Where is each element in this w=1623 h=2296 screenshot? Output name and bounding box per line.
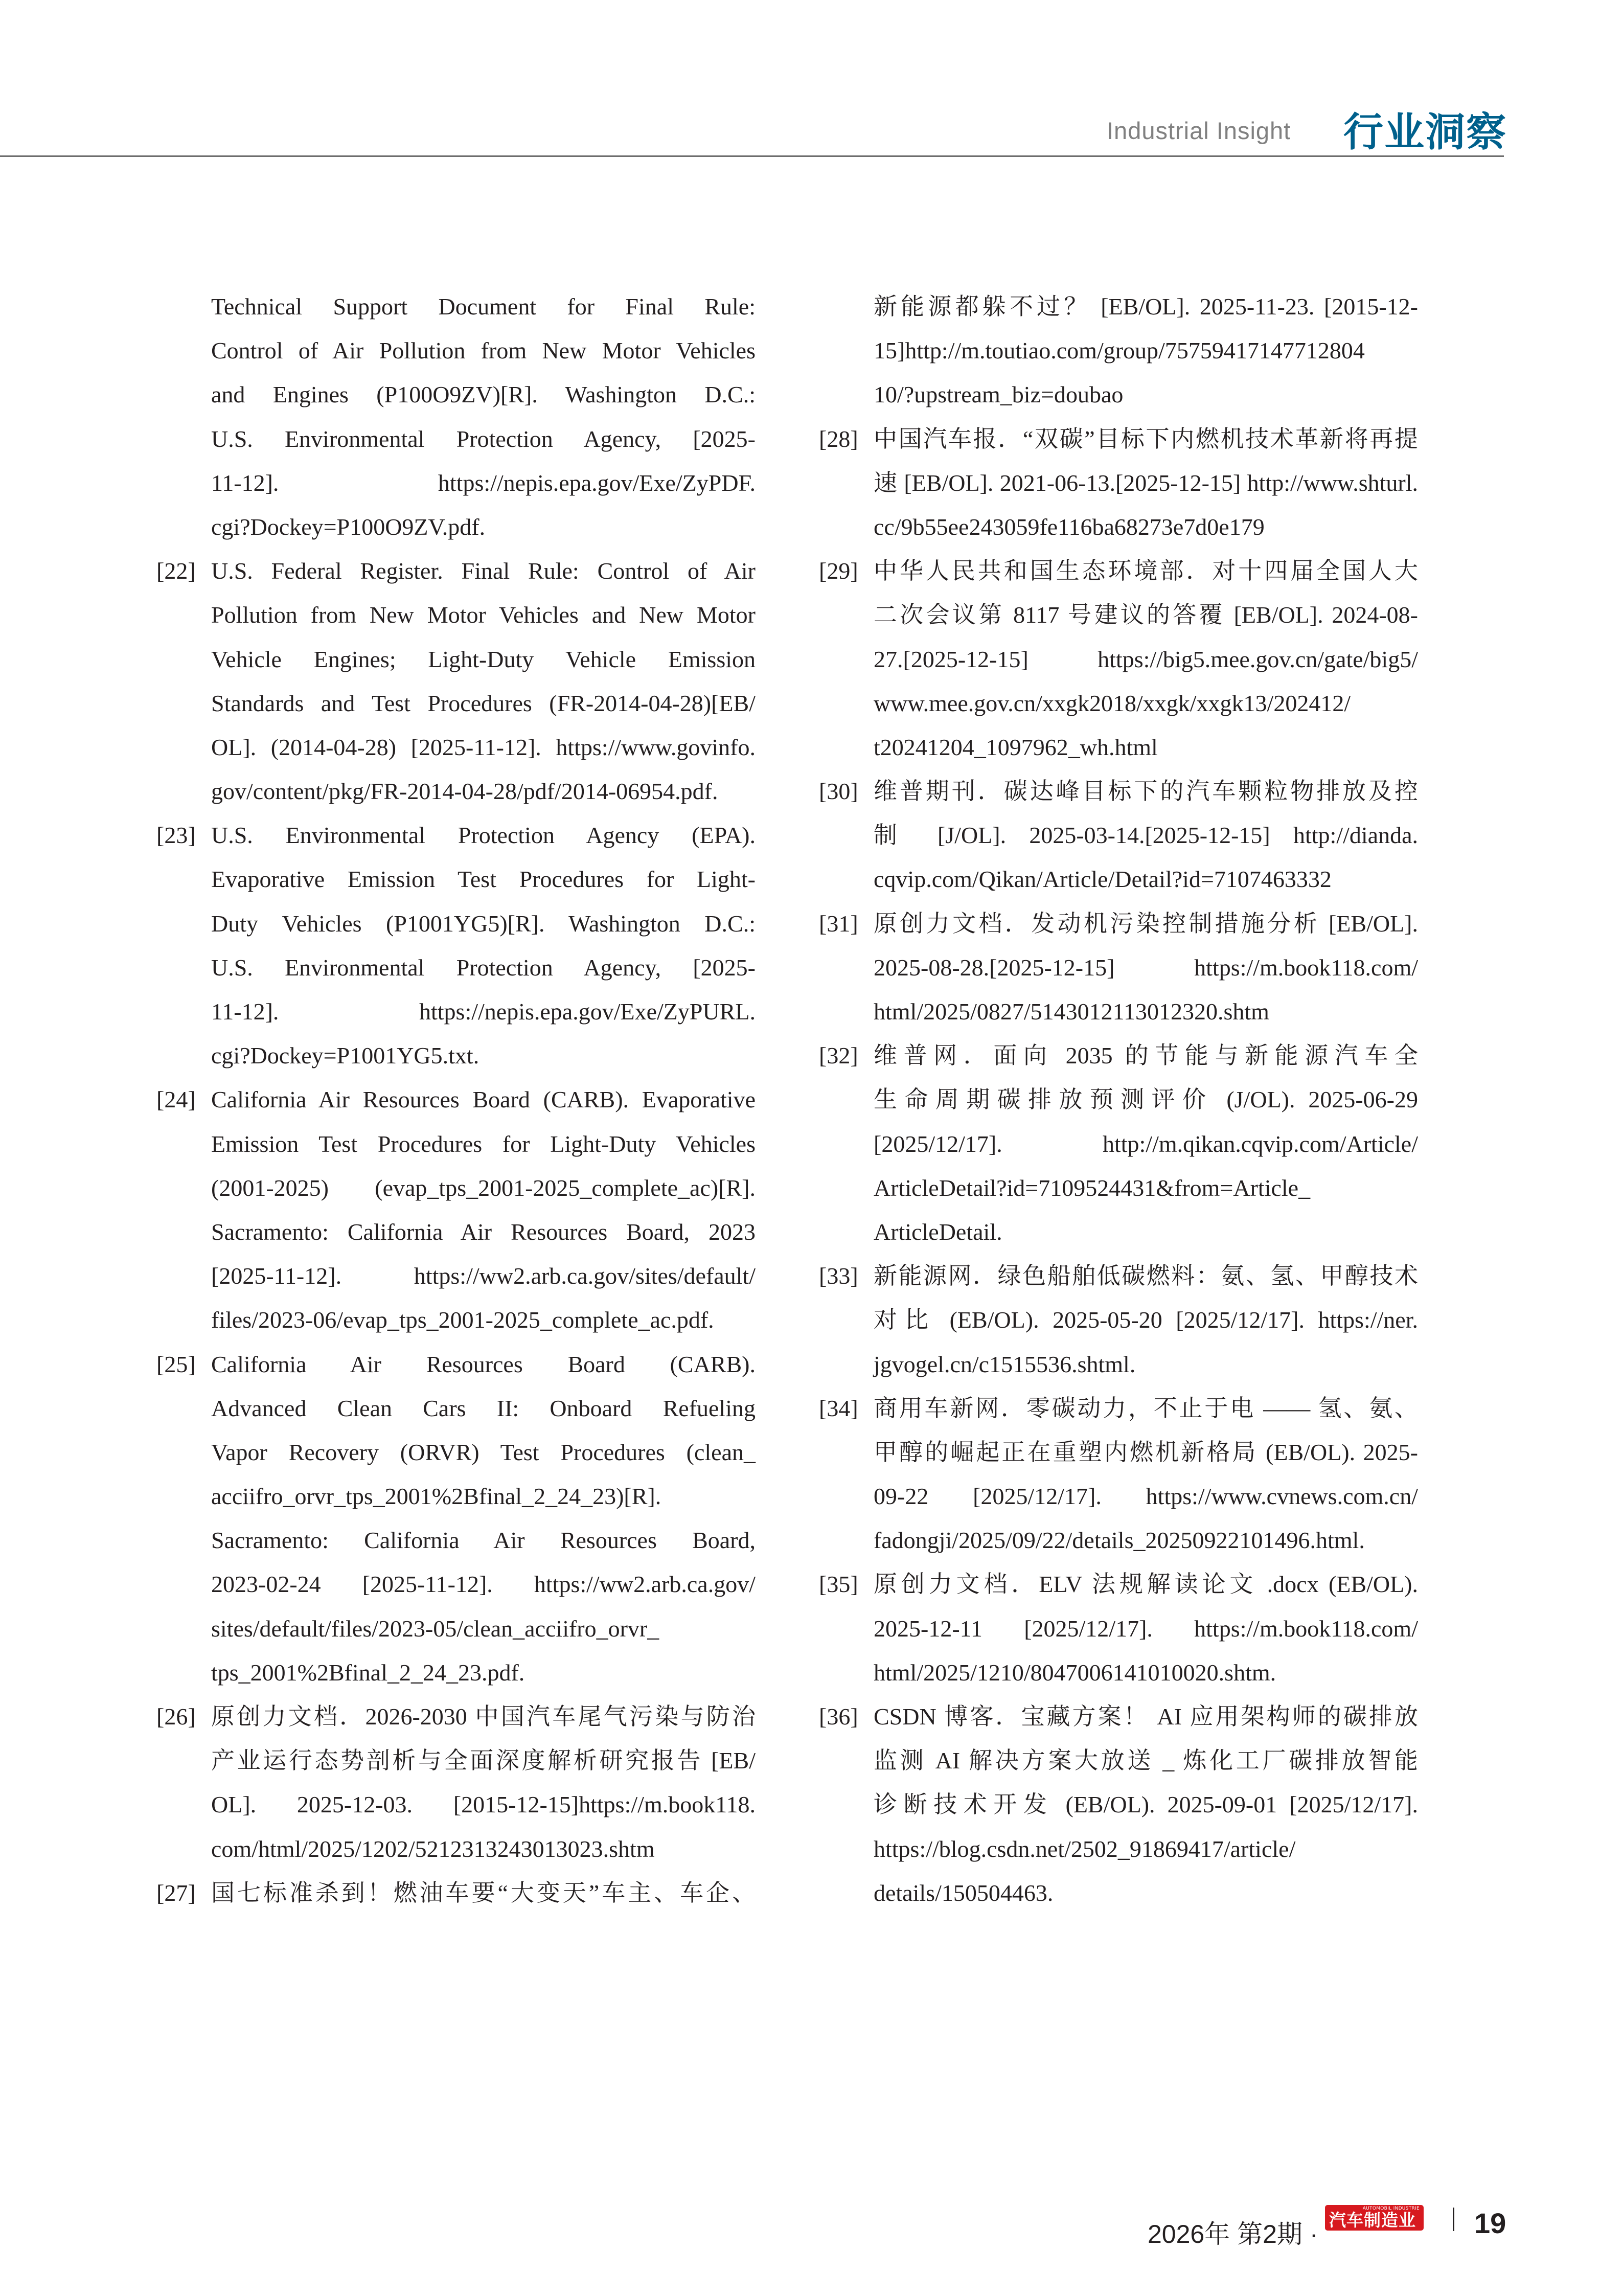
reference-line: 监测 AI 解决方案大放送 _ 炼化工厂碳排放智能 [874,1747,1418,1774]
reference-line: (2001-2025) (evap_tps_2001-2025_complete_ac)[R]. [211,1174,756,1201]
reference-entry [819,1695,1418,1915]
reference-number: [25] [156,1351,196,1377]
reference-line: Duty Vehicles (P1001YG5)[R]. Washington D.C.: [211,910,756,937]
reference-line: 2025-12-11 [2025/12/17]. https://m.book118.com/ [874,1615,1418,1642]
reference-number: [22] [156,558,196,584]
footer-divider [1453,2208,1454,2231]
reference-entry [819,1034,1418,1254]
reference-number: [29] [819,558,858,584]
references-left-column [156,285,756,1915]
reference-line: Evaporative Emission Test Procedures for Light- [211,866,756,893]
reference-line: cgi?Dockey=P1001YG5.txt. [211,1042,479,1069]
reference-line: U.S. Federal Register. Final Rule: Control of Air [211,558,756,584]
reference-line: 原创力文档．2026-2030 中国汽车尾气污染与防治 [211,1703,756,1730]
reference-entry [819,1562,1418,1695]
reference-line: 2023-02-24 [2025-11-12]. https://ww2.arb.ca.gov/ [211,1571,756,1598]
reference-entry [156,1343,756,1695]
reference-line: Advanced Clean Cars II: Onboard Refueling [211,1395,756,1421]
reference-line: acciifro_orvr_tps_2001%2Bfinal_2_24_23)[R]. [211,1483,661,1510]
reference-line: [2025/12/17]. http://m.qikan.cqvip.com/Article/ [874,1130,1418,1157]
reference-line: ArticleDetail. [874,1218,1002,1245]
reference-line: www.mee.gov.cn/xxgk2018/xxgk/xxgk13/202412/ [874,690,1351,716]
reference-line: [2025-11-12]. https://ww2.arb.ca.gov/sites/default/ [211,1263,756,1289]
reference-line: https://blog.csdn.net/2502_91869417/article/ [874,1835,1296,1862]
reference-line: U.S. Environmental Protection Agency, [2025- [211,954,756,981]
reference-entry [819,417,1418,550]
reference-line: OL]. (2014-04-28) [2025-11-12]. https://www.govinfo. [211,734,756,760]
reference-line: jgvogel.cn/c1515536.shtml. [874,1351,1136,1377]
reference-line: details/150504463. [874,1879,1054,1906]
reference-line: 中国汽车报．“双碳”目标下内燃机技术革新将再提 [874,425,1418,452]
reference-number: [34] [819,1395,858,1421]
reference-line: 维普期刊．碳达峰目标下的汽车颗粒物排放及控 [874,778,1418,805]
reference-line: fadongji/2025/09/22/details_20250922101496.html. [874,1527,1365,1554]
reference-line: Vapor Recovery (ORVR) Test Procedures (clean_ [211,1439,756,1465]
header-divider [0,155,1504,157]
reference-line: 中华人民共和国生态环境部．对十四届全国人大 [874,558,1418,584]
reference-number: [31] [819,910,858,937]
reference-entry [819,549,1418,769]
reference-line: Pollution from New Motor Vehicles and New Motor [211,602,756,628]
reference-line: Emission Test Procedures for Light-Duty Vehicles [211,1130,756,1157]
reference-line: 二次会议第 8117 号建议的答覆 [EB/OL]. 2024-08- [874,602,1418,628]
reference-line: Technical Support Document for Final Rule: [211,293,756,320]
reference-line: html/2025/0827/5143012113012320.shtm [874,998,1269,1025]
reference-line: com/html/2025/1202/5212313243013023.shtm [211,1835,655,1862]
reference-line: html/2025/1210/8047006141010020.shtm. [874,1659,1276,1686]
reference-line: 15]http://m.toutiao.com/group/75759417147712804 [874,337,1365,364]
reference-entry [819,285,1418,417]
reference-line: 2025-08-28.[2025-12-15] https://m.book118.com/ [874,954,1418,981]
reference-entry [156,813,756,1078]
reference-line: and Engines (P100O9ZV)[R]. Washington D.C.: [211,381,756,408]
references-right-column [819,285,1418,1915]
reference-number: [28] [819,425,858,452]
reference-line: Sacramento: California Air Resources Board, [211,1527,756,1554]
reference-number: [33] [819,1263,858,1289]
section-title-chinese: 行业洞察 [1343,109,1507,155]
reference-line: U.S. Environmental Protection Agency (EPA). [211,822,756,849]
reference-entry [819,1254,1418,1386]
reference-number: [26] [156,1703,196,1730]
reference-line: 维普网．面向 2035 的节能与新能源汽车全 [874,1042,1418,1069]
reference-entry [156,285,756,549]
reference-number: [35] [819,1571,858,1598]
reference-line: 原创力文档．发动机污染控制措施分析 [EB/OL]. [874,910,1418,937]
reference-entry [156,1871,756,1915]
reference-line: Standards and Test Procedures (FR-2014-04-28)[EB/ [211,690,756,716]
reference-number: [27] [156,1879,196,1906]
magazine-logo [1325,2205,1424,2231]
reference-number: [24] [156,1086,196,1113]
reference-number: [32] [819,1042,858,1069]
reference-line: 制 [J/OL]. 2025-03-14.[2025-12-15] http://dianda. [874,822,1418,849]
reference-line: 10/?upstream_biz=doubao [874,381,1124,408]
page-number: 19 [1474,2207,1506,2239]
reference-line: 原创力文档．ELV 法规解读论文 .docx (EB/OL). [874,1571,1418,1598]
reference-line: Control of Air Pollution from New Motor Vehicles [211,337,756,364]
reference-line: Vehicle Engines; Light-Duty Vehicle Emission [211,646,756,672]
reference-line: 11-12]. https://nepis.epa.gov/Exe/ZyPDF. [211,469,756,496]
reference-line: 11-12]. https://nepis.epa.gov/Exe/ZyPURL. [211,998,756,1025]
reference-line: 27.[2025-12-15] https://big5.mee.gov.cn/gate/big5/ [874,646,1418,672]
logo-subtitle: AUTOMOBIL INDUSTRIE [1362,2206,1420,2211]
reference-number: [30] [819,778,858,805]
reference-entry [819,1386,1418,1563]
reference-line: cgi?Dockey=P100O9ZV.pdf. [211,513,486,540]
reference-line: 诊断技术开发 (EB/OL). 2025-09-01 [2025/12/17]. [874,1791,1418,1818]
reference-line: gov/content/pkg/FR-2014-04-28/pdf/2014-06954.pdf. [211,778,718,805]
reference-number: [36] [819,1703,858,1730]
logo-title: 汽车制造业 [1329,2210,1416,2230]
reference-entry [819,769,1418,902]
reference-line: California Air Resources Board (CARB). [211,1351,756,1377]
reference-entry [156,549,756,813]
reference-line: U.S. Environmental Protection Agency, [2025- [211,425,756,452]
reference-line: 对比 (EB/OL). 2025-05-20 [2025/12/17]. https://ner. [874,1307,1418,1333]
reference-line: sites/default/files/2023-05/clean_acciifro_orvr_ [211,1615,659,1642]
issue-label: 2026年 第2期 · [1148,2220,1318,2248]
reference-number: [23] [156,822,196,849]
reference-line: cc/9b55ee243059fe116ba68273e7d0e179 [874,513,1265,540]
reference-line: 新能源网．绿色船舶低碳燃料：氨、氢、甲醇技术 [874,1263,1418,1289]
reference-line: t20241204_1097962_wh.html [874,734,1158,760]
section-title-english: Industrial Insight [1107,117,1291,144]
reference-line: 速 [EB/OL]. 2021-06-13.[2025-12-15] http://www.shturl. [874,469,1418,496]
reference-line: files/2023-06/evap_tps_2001-2025_complete_ac.pdf. [211,1307,714,1333]
reference-entry [819,902,1418,1034]
reference-line: 国七标准杀到！燃油车要“大变天”车主、车企、 [211,1879,756,1906]
reference-line: Sacramento: California Air Resources Board, 2023 [211,1218,756,1245]
reference-line: CSDN 博客．宝藏方案！ AI 应用架构师的碳排放 [874,1703,1418,1730]
reference-line: OL]. 2025-12-03. [2015-12-15]https://m.book118. [211,1791,756,1818]
reference-line: cqvip.com/Qikan/Article/Detail?id=7107463332 [874,866,1332,893]
reference-line: 09-22 [2025/12/17]. https://www.cvnews.com.cn/ [874,1483,1418,1510]
reference-entry [156,1078,756,1342]
reference-line: 甲醇的崛起正在重塑内燃机新格局 (EB/OL). 2025- [874,1439,1418,1465]
reference-line: 新能源都躲不过？ [EB/OL]. 2025-11-23. [2015-12- [874,293,1418,320]
reference-line: 生命周期碳排放预测评价 (J/OL). 2025-06-29 [874,1086,1418,1113]
reference-line: California Air Resources Board (CARB). Evaporative [211,1086,756,1113]
reference-line: ArticleDetail?id=7109524431&from=Article_ [874,1174,1311,1201]
reference-line: 商用车新网．零碳动力，不止于电 —— 氢、氨、 [874,1395,1418,1421]
reference-entry [156,1695,756,1871]
reference-line: 产业运行态势剖析与全面深度解析研究报告 [EB/ [211,1747,756,1774]
reference-line: tps_2001%2Bfinal_2_24_23.pdf. [211,1659,525,1686]
